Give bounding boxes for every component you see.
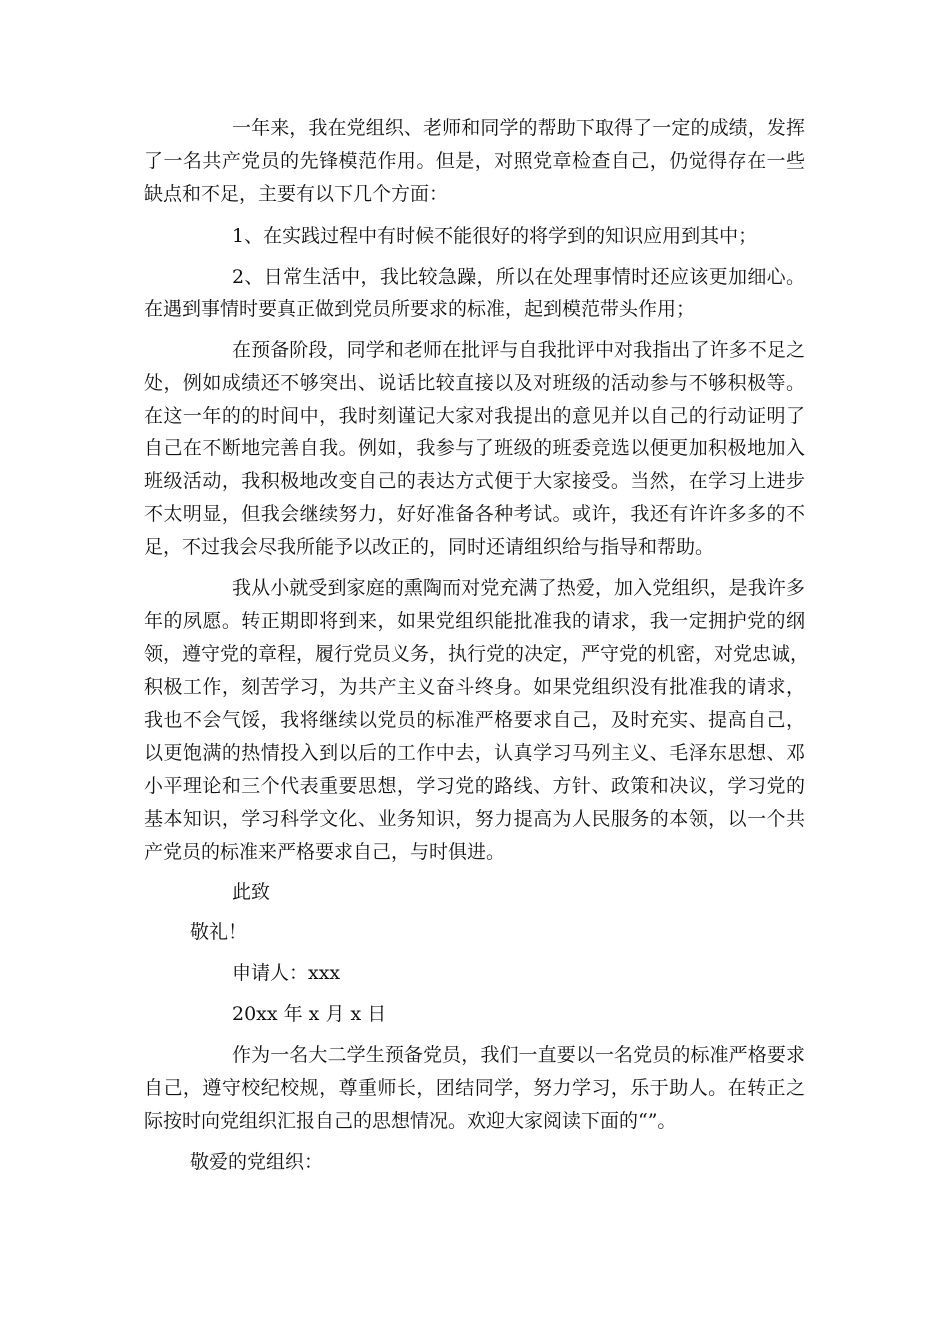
list-item-2-line-2: 在遇到事情时要真正做到党员所要求的标准，起到模范带头作用；	[144, 298, 696, 320]
intro-line-1: 作为一名大二学生预备党员，我们一直要以一名党员的标准严格要求	[232, 1044, 805, 1066]
closing-jingli: 敬礼！	[190, 921, 248, 943]
paragraph-4-line-2: 年的夙愿。转正期即将到来，如果党组织能批准我的请求，我一定拥护党的纲	[144, 610, 805, 632]
closing-cizhi: 此致	[232, 881, 271, 903]
intro-line-2: 自己，遵守校纪校规，尊重师长，团结同学，努力学习，乐于助人。在转正之	[144, 1077, 805, 1099]
paragraph-4-line-6: 以更饱满的热情投入到以后的工作中去，认真学习马列主义、毛泽东思想、邓	[144, 742, 805, 764]
paragraph-4-line-9: 产党员的标准来严格要求自己，与时俱进。	[144, 841, 506, 863]
paragraph-3-line-5: 班级活动，我积极地改变自己的表达方式便于大家接受。当然，在学习上进步	[144, 470, 805, 492]
paragraph-1-line-3: 缺点和不足，主要有以下几个方面：	[144, 183, 449, 205]
paragraph-4-line-4: 积极工作，刻苦学习，为共产主义奋斗终身。如果党组织没有批准我的请求，	[144, 676, 805, 698]
paragraph-3-line-1: 在预备阶段，同学和老师在批评与自我批评中对我指出了许多不足之	[232, 339, 805, 361]
paragraph-4-line-8: 基本知识，学习科学文化、业务知识，努力提高为人民服务的本领，以一个共	[144, 808, 805, 830]
list-item-1: 1、在实践过程中有时候不能很好的将学到的知识应用到其中；	[232, 225, 758, 247]
paragraph-3-line-6: 不太明显，但我会继续努力，好好准备各种考试。或许，我还有许许多多的不	[144, 503, 805, 525]
paragraph-3-line-4: 自己在不断地完善自我。例如，我参与了班级的班委竞选以便更加积极地加入	[144, 437, 805, 459]
applicant-signature: 申请人：xxx	[232, 962, 341, 984]
paragraph-3-line-3: 在这一年的的时间中，我时刻谨记大家对我提出的意见并以自己的行动证明了	[144, 405, 805, 427]
paragraph-4-line-1: 我从小就受到家庭的熏陶而对党充满了热爱，加入党组织，是我许多	[232, 577, 805, 599]
paragraph-1-line-2: 了一名共产党员的先锋模范作用。但是，对照党章检查自己，仍觉得存在一些	[144, 150, 805, 172]
paragraph-1-line-1: 一年来，我在党组织、老师和同学的帮助下取得了一定的成绩，发挥	[232, 117, 805, 139]
paragraph-3-line-2: 处，例如成绩还不够突出、说话比较直接以及对班级的活动参与不够积极等。	[144, 372, 805, 394]
application-date: 20xx 年 x 月 x 日	[232, 1003, 387, 1025]
list-item-2-line-1: 2、日常生活中，我比较急躁，所以在处理事情时还应该更加细心。	[232, 266, 805, 288]
paragraph-3-line-7: 足，不过我会尽我所能予以改正的，同时还请组织给与指导和帮助。	[144, 536, 715, 558]
intro-line-3: 际按时向党组织汇报自己的思想情况。欢迎大家阅读下面的“”。	[144, 1110, 677, 1132]
paragraph-4-line-3: 领，遵守党的章程，履行党员义务，执行党的决定，严守党的机密，对党忠诚，	[144, 643, 810, 665]
paragraph-4-line-7: 小平理论和三个代表重要思想，学习党的路线、方针、政策和决议，学习党的	[144, 775, 805, 797]
salutation: 敬爱的党组织：	[190, 1151, 324, 1173]
paragraph-4-line-5: 我也不会气馁，我将继续以党员的标准严格要求自己，及时充实、提高自己，	[144, 709, 805, 731]
